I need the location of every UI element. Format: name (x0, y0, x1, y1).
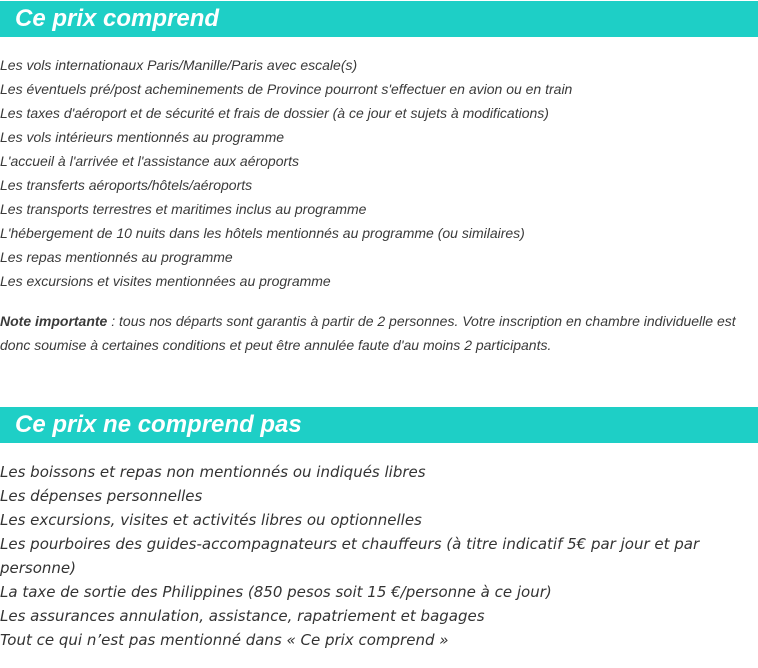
list-item: Tout ce qui n’est pas mentionné dans « Ce prix comprend » (0, 631, 449, 649)
excludes-section-title: Ce prix ne comprend pas (0, 407, 758, 443)
list-item: La taxe de sortie des Philippines (850 pesos soit 15 €/personne à ce jour) (0, 583, 552, 601)
list-item: Les boissons et repas non mentionnés ou indiqués libres (0, 463, 426, 481)
list-item: Les assurances annulation, assistance, rapatriement et bagages (0, 607, 485, 625)
list-item: Les taxes d'aéroport et de sécurité et frais de dossier (à ce jour et sujets à modifications) (0, 105, 549, 121)
list-item: Les dépenses personnelles (0, 487, 203, 505)
list-item: Les excursions, visites et activités libres ou optionnelles (0, 511, 422, 529)
list-item: Les vols intérieurs mentionnés au programme (0, 129, 285, 145)
list-item: Les transferts aéroports/hôtels/aéroports (0, 177, 253, 193)
list-item: Les éventuels pré/post acheminements de Province pourront s'effectuer en avion ou en train (0, 81, 573, 97)
list-item: Les transports terrestres et maritimes inclus au programme (0, 201, 367, 217)
list-item: L'hébergement de 10 nuits dans les hôtels mentionnés au programme (ou similaires) (0, 225, 525, 241)
note-label: Note importante (0, 313, 108, 329)
includes-section-title: Ce prix comprend (0, 1, 758, 37)
important-note (0, 309, 752, 357)
includes-list (0, 53, 758, 293)
list-item: Les vols internationaux Paris/Manille/Paris avec escale(s) (0, 57, 358, 73)
list-item: Les repas mentionnés au programme (0, 249, 233, 265)
list-item: Les pourboires des guides-accompagnateurs et chauffeurs (à titre indicatif 5€ par jour et par personne) (0, 535, 700, 577)
list-item: L'accueil à l'arrivée et l'assistance aux aéroports (0, 153, 300, 169)
excludes-list (0, 460, 752, 652)
note-text: : tous nos départs sont garantis à partir de 2 personnes. Votre inscription en chambre individuelle est donc soumise à certaines conditions et peut être annulée faute d'au moins 2 participants. (0, 313, 736, 353)
list-item: Les excursions et visites mentionnées au programme (0, 273, 331, 289)
